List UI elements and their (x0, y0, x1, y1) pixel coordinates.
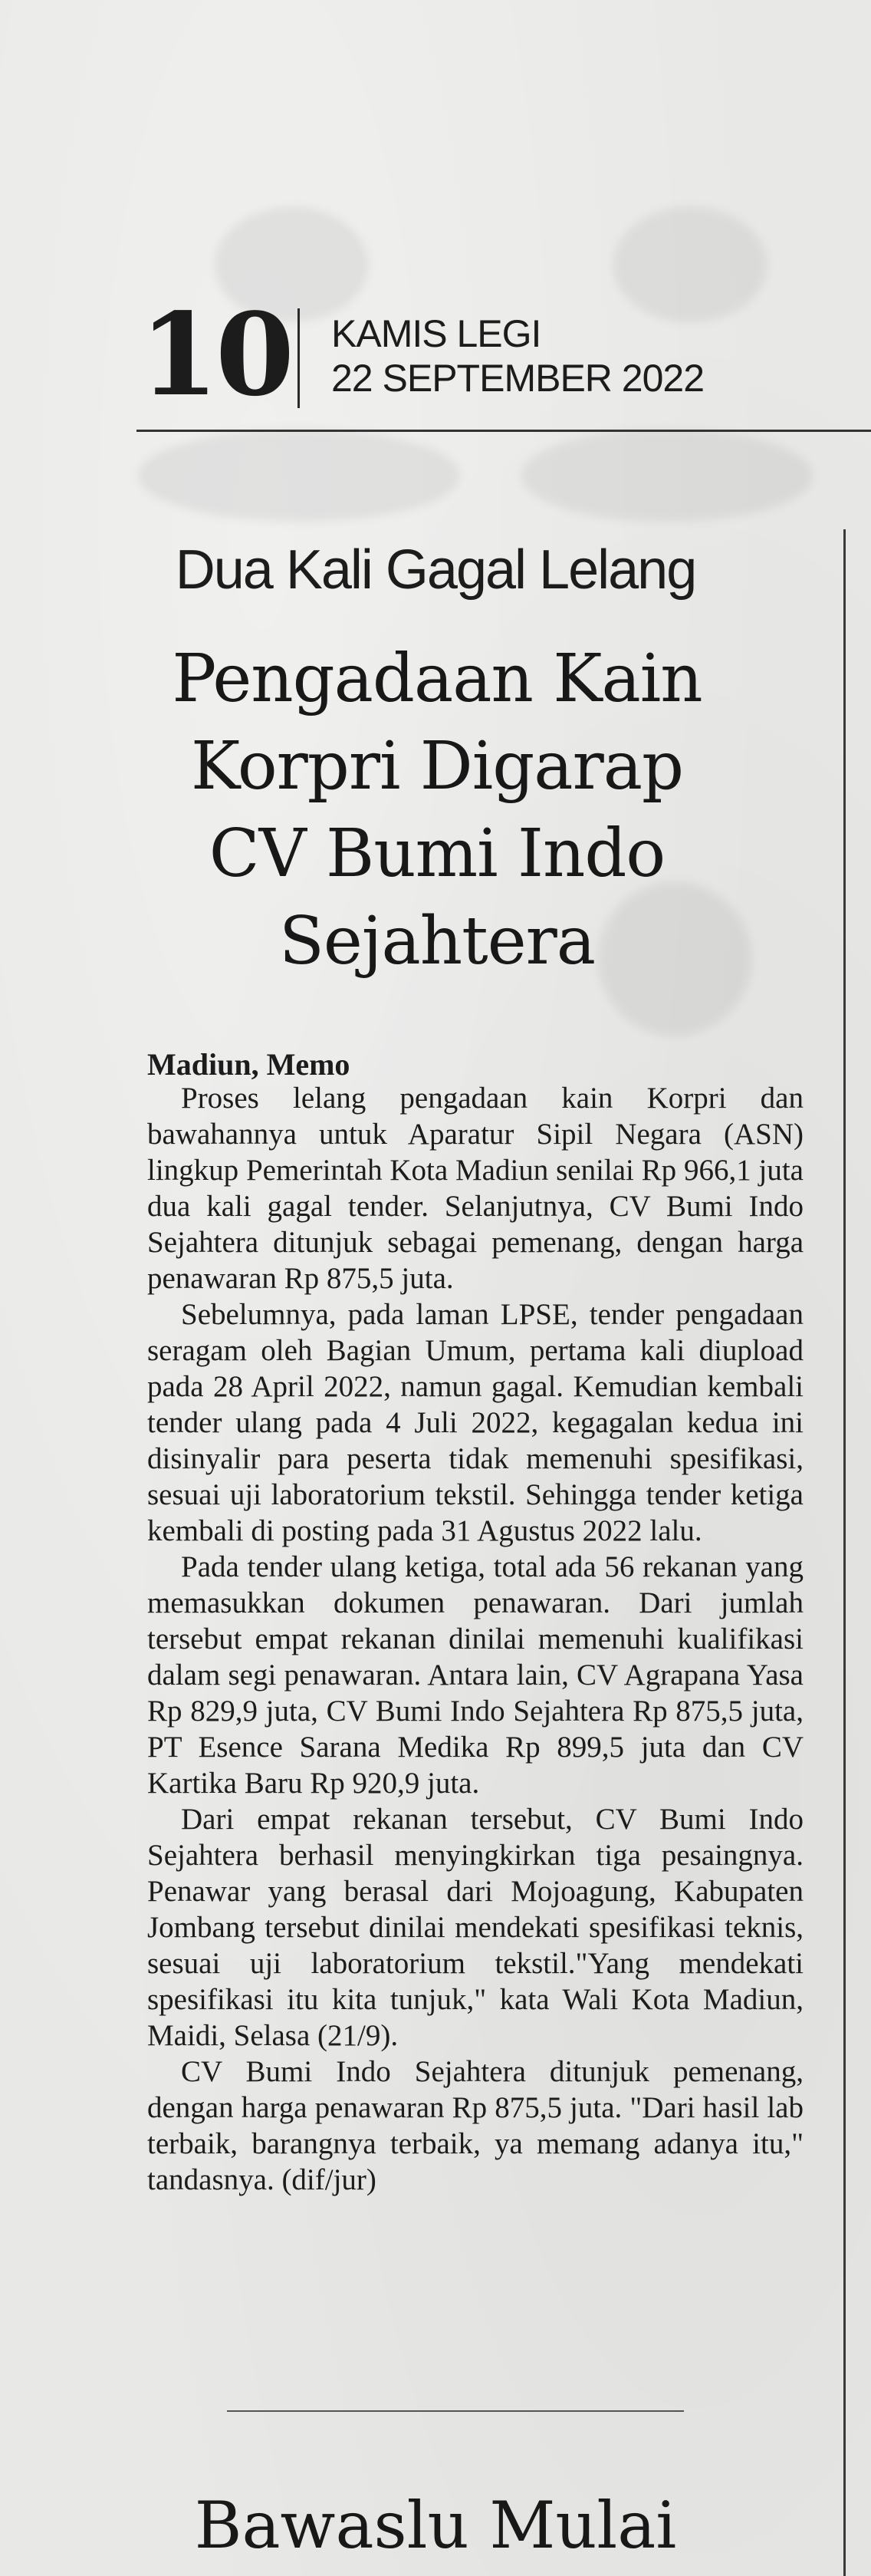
show-through-shape (613, 207, 767, 322)
page-number: 10 (140, 288, 291, 421)
article-body (147, 1080, 804, 2198)
article-paragraph: Pada tender ulang ketiga, total ada 56 rekanan yang memasukkan dokumen penawaran. Dari jumlah tersebut empat rekanan dinilai memenuhi kualifikasi dalam segi penawaran. Antara lain, CV Agrapana Yasa Rp 829,9 juta, CV Bumi Indo Sejahtera Rp 875,5 juta, PT Esence Sarana Medika Rp 899,5 juta dan CV Kartika Baru Rp 920,9 juta. (147, 1550, 804, 1800)
article-paragraph: Proses lelang pengadaan kain Korpri dan bawahannya untuk Aparatur Sipil Negara (ASN) lingkup Pemerintah Kota Madiun senilai Rp 966,1 juta dua kali gagal tender. Selanjutnya, CV Bumi Indo Sejahtera ditunjuk sebagai pemenang, dengan harga penawaran Rp 875,5 juta. (147, 1082, 804, 1295)
issue-date-block (331, 311, 704, 400)
issue-day: KAMIS LEGI (331, 312, 541, 355)
article-end-rule (227, 2410, 684, 2412)
headline-line: Korpri Digarap (190, 728, 684, 805)
header-separator (297, 308, 300, 408)
article-headline (92, 635, 782, 985)
next-article-headline: Bawaslu Mulai (194, 2488, 677, 2563)
show-through-shape (138, 430, 460, 522)
headline-line: CV Bumi Indo (209, 815, 666, 892)
headline-line: Sejahtera (279, 903, 595, 980)
article-paragraph: CV Bumi Indo Sejahtera ditunjuk pemenang, dengan harga penawaran Rp 875,5 juta. "Dari hasil lab terbaik, barangnya terbaik, ya memang adanya itu," tandasnya. (dif/jur) (147, 2055, 804, 2196)
article-paragraph: Sebelumnya, pada laman LPSE, tender pengadaan seragam oleh Bagian Umum, pertama kali diupload pada 28 April 2022, namun gagal. Kemudian kembali tender ulang pada 4 Juli 2022, kegagalan kedua ini disinyalir para peserta tidak memenuhi spesifikasi, sesuai uji laboratorium tekstil. Sehingga tender ketiga kembali di posting pada 31 Agustus 2022 lalu. (147, 1298, 804, 1547)
column-rule (843, 529, 846, 2576)
show-through-shape (521, 430, 813, 522)
header-rule (136, 430, 871, 432)
issue-date: 22 SEPTEMBER 2022 (331, 357, 705, 400)
headline-line: Pengadaan Kain (172, 641, 702, 717)
article-paragraph: Dari empat rekanan tersebut, CV Bumi Indo Sejahtera berhasil menyingkirkan tiga pesaingnya. Penawar yang berasal dari Mojoagung, Kabupaten Jombang tersebut dinilai mendekati spesifikasi teknis, sesuai uji laboratorium tekstil."Yang mendekati spesifikasi itu kita tunjuk," kata Wali Kota Madiun, Maidi, Selasa (21/9). (147, 1803, 804, 2052)
article-dateline: Madiun, Memo (147, 1047, 350, 1082)
article-kicker: Dua Kali Gagal Lelang (175, 539, 696, 601)
